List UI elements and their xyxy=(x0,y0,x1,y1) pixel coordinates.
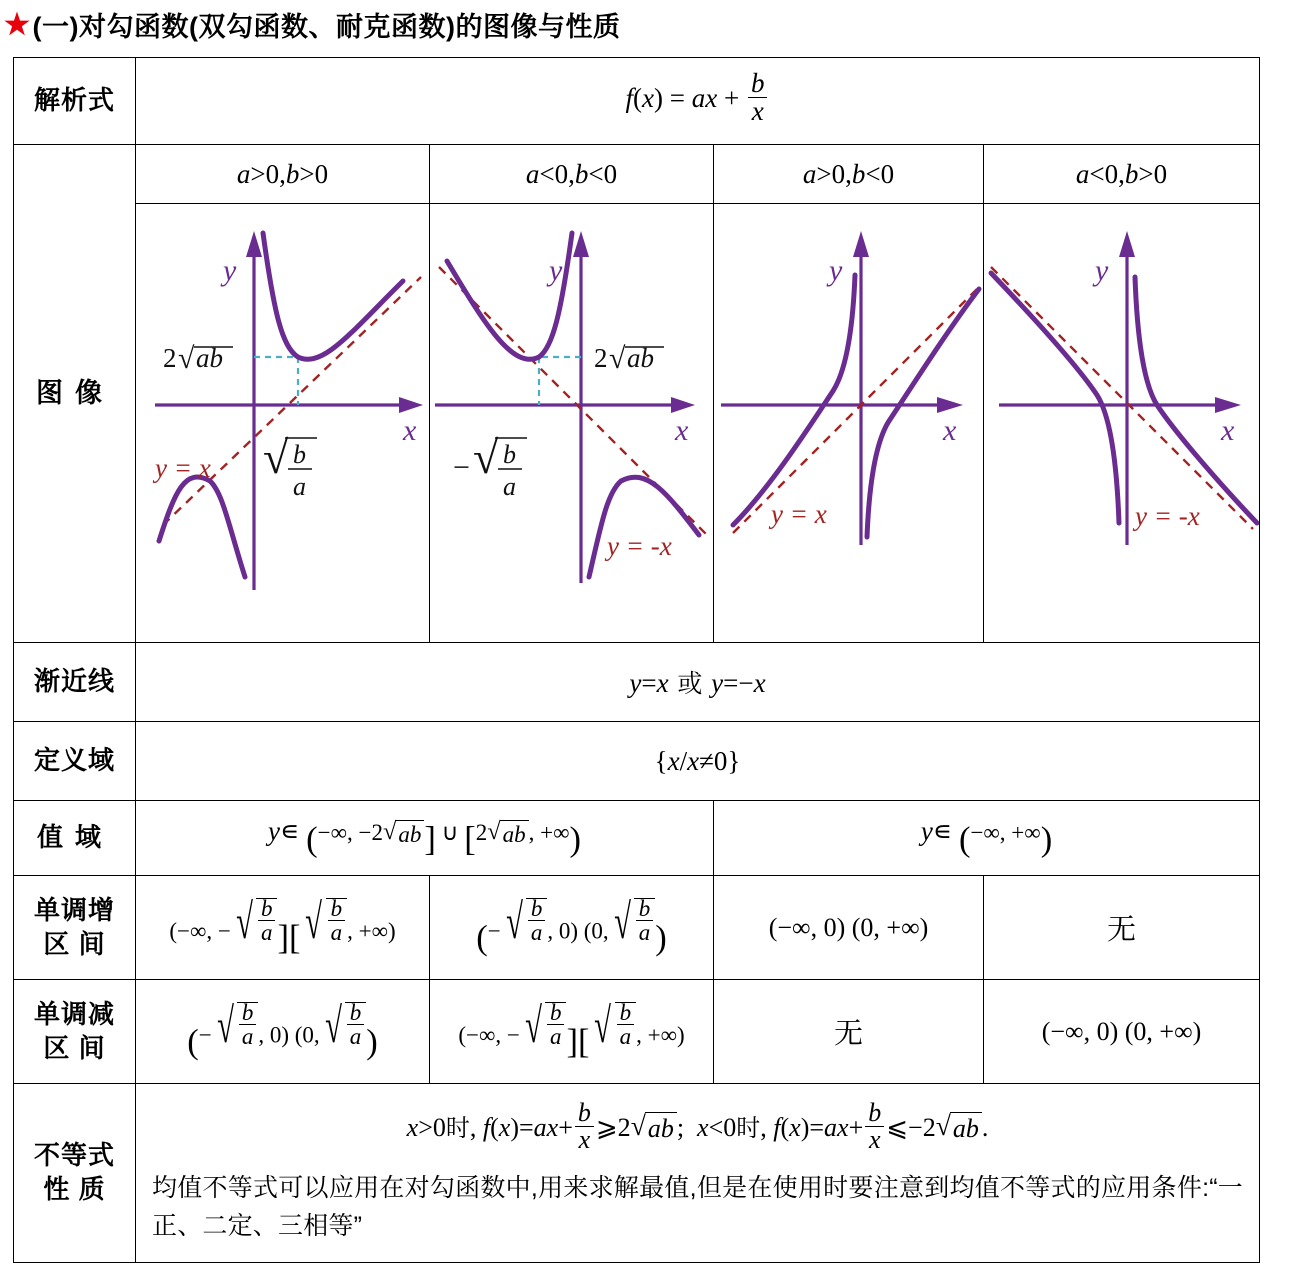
increasing-cell-4: 无 xyxy=(984,876,1260,980)
min-value-label xyxy=(594,342,664,375)
y-axis-label: y xyxy=(548,254,562,287)
x-axis-arrow xyxy=(671,397,695,413)
row-label-range-char1: 值 xyxy=(36,822,64,853)
table-row-asymptote xyxy=(14,643,1260,722)
graph-a-pos-b-neg xyxy=(714,204,984,643)
x-axis-label: x xyxy=(674,414,688,447)
row-label-increasing xyxy=(14,876,136,980)
range-value-left: y∊ (−∞, −2 √ ab ] ∪ [2 √ ab , +∞) xyxy=(136,801,714,876)
table-row-graphs xyxy=(14,204,1260,643)
condition-cell-1: a>0,b>0 xyxy=(136,145,430,204)
increasing-cell-3: (−∞, 0) (0, +∞) xyxy=(714,876,984,980)
y-axis-arrow xyxy=(246,231,262,257)
row-label-increasing-line1: 单调增 xyxy=(33,894,115,925)
x-axis-arrow xyxy=(937,397,963,413)
inequality-note: 均值不等式可以应用在对勾函数中,用来求解最值,但是在使用时要注意到均值不等式的应用条件:“一正、二定、三相等” xyxy=(152,1174,1244,1241)
table-row-range xyxy=(14,801,1260,876)
svg-text:2: 2 xyxy=(162,343,176,373)
x-axis-label: x xyxy=(402,414,416,447)
condition-cell-2: a<0,b<0 xyxy=(430,145,714,204)
row-label-expression: 解析式 xyxy=(14,58,136,145)
table-row-increasing xyxy=(14,876,1260,980)
svg-text:−: − xyxy=(452,451,470,484)
row-label-decreasing-line1: 单调减 xyxy=(33,998,115,1029)
svg-text:a: a xyxy=(292,472,306,501)
svg-text:b: b xyxy=(292,440,306,469)
y-axis-label: y xyxy=(828,254,842,287)
row-label-domain: 定义域 xyxy=(14,722,136,801)
row-label-graph xyxy=(14,145,136,643)
row-label-increasing-line2: 区 间 xyxy=(43,928,106,959)
x-axis-arrow xyxy=(399,397,423,413)
row-label-graph-char2: 像 xyxy=(75,377,113,408)
svg-text:ab: ab xyxy=(195,343,223,373)
table-row-decreasing xyxy=(14,980,1260,1084)
svg-text:a: a xyxy=(502,472,516,501)
row-label-decreasing xyxy=(14,980,136,1084)
decreasing-cell-4: (−∞, 0) (0, +∞) xyxy=(984,980,1260,1084)
graph-a-pos-b-pos xyxy=(136,204,430,643)
graph-a-pos-b-neg-svg xyxy=(715,205,983,641)
y-axis-label: y xyxy=(222,254,236,287)
decreasing-cell-1: (− √ $\frac{b}{a}$ , 0) (0, √ $\frac{b}{a}$ ) xyxy=(136,980,430,1084)
y-axis-label: y xyxy=(1094,254,1108,287)
graph-a-neg-b-neg xyxy=(430,204,714,643)
table-row-expression xyxy=(14,58,1260,145)
graph-a-neg-b-pos xyxy=(984,204,1260,643)
y-axis-arrow xyxy=(853,231,869,257)
domain-value: {x/x≠0} xyxy=(136,722,1260,801)
x-axis-label: x xyxy=(1220,414,1234,447)
svg-text:√: √ xyxy=(262,432,288,483)
row-label-inequality-line1: 不等式 xyxy=(33,1140,115,1171)
increasing-cell-2: (− √ $\frac{b}{a}$ , 0) (0, √ $\frac{b}{a}$ ) xyxy=(430,876,714,980)
table-row-conditions xyxy=(14,145,1260,204)
x-axis-label: x xyxy=(942,414,956,447)
root-label xyxy=(263,432,317,501)
root-label xyxy=(453,432,527,501)
asymptote-label: y = -x xyxy=(606,531,672,561)
expression-value: f(x) = ax + $\frac{b}{x}$ xyxy=(136,58,1260,145)
condition-cell-4: a<0,b>0 xyxy=(984,145,1260,204)
inequality-content xyxy=(136,1084,1260,1263)
page-title xyxy=(4,2,1304,46)
svg-text:√: √ xyxy=(472,432,498,483)
table-row-inequality xyxy=(14,1084,1260,1263)
y-axis-arrow xyxy=(1119,231,1135,257)
svg-text:√: √ xyxy=(608,342,625,375)
row-label-range xyxy=(14,801,136,876)
properties-table xyxy=(13,57,1260,1263)
row-label-range-char2: 域 xyxy=(75,822,113,853)
star-icon: ★ xyxy=(4,8,31,41)
min-value-label xyxy=(163,342,233,375)
graph-a-neg-b-pos-svg xyxy=(985,205,1259,641)
table-row-domain xyxy=(14,722,1260,801)
graph-a-neg-b-neg-svg xyxy=(431,205,713,641)
condition-cell-3: a>0,b<0 xyxy=(714,145,984,204)
inequality-formula: x>0时, f(x)=ax+ $\frac{b}{x}$ ⩾2 √ ab ; x<0时, f(x)=ax+ $\frac{b}{x}$ ⩽−2 √ ab . xyxy=(406,1097,989,1155)
row-label-decreasing-line2: 区 间 xyxy=(43,1032,106,1063)
page-title-text: (一)对勾函数(双勾函数、耐克函数)的图像与性质 xyxy=(32,11,621,42)
asymptote-label: y = x xyxy=(154,453,211,483)
asymptote-label: y = x xyxy=(770,499,827,529)
graph-a-pos-b-pos-svg xyxy=(137,205,429,641)
row-label-graph-char1: 图 xyxy=(36,377,64,408)
x-axis-arrow xyxy=(1215,397,1241,413)
svg-text:ab: ab xyxy=(626,343,654,373)
decreasing-cell-3: 无 xyxy=(714,980,984,1084)
row-label-inequality-line2: 性 质 xyxy=(43,1174,106,1204)
range-value-right: y∊ (−∞, +∞) xyxy=(714,801,1260,876)
y-axis-arrow xyxy=(573,231,589,257)
asymptote-label: y = -x xyxy=(1134,501,1200,531)
increasing-cell-1: (−∞, − √ $\frac{b}{a}$ ][ √ $\frac{b}{a}$ , +∞) xyxy=(136,876,430,980)
row-label-asymptote: 渐近线 xyxy=(14,643,136,722)
decreasing-cell-2: (−∞, − √ $\frac{b}{a}$ ][ √ $\frac{b}{a}$ , +∞) xyxy=(430,980,714,1084)
row-label-inequality xyxy=(14,1084,136,1263)
svg-text:2: 2 xyxy=(593,343,607,373)
asymptote-value: y=x 或 y=−x xyxy=(136,643,1260,722)
svg-text:b: b xyxy=(502,440,516,469)
svg-text:√: √ xyxy=(177,342,194,375)
asymptote-or: 或 xyxy=(677,670,703,698)
